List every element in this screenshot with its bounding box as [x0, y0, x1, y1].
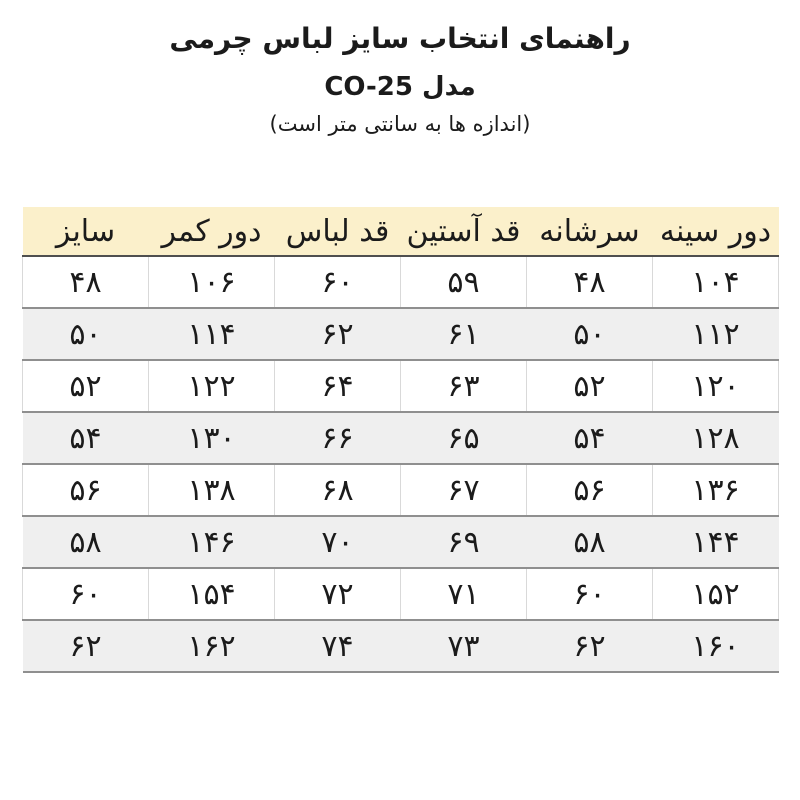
table-row: [23, 516, 779, 568]
table-cell: ۱۶۲: [149, 620, 275, 672]
model-subtitle: مدل CO-25: [324, 72, 476, 102]
table-cell: ۵۸: [23, 516, 149, 568]
table-cell: ۱۲۸: [653, 412, 779, 464]
table-cell: ۵۸: [527, 516, 653, 568]
table-cell: ۱۳۸: [149, 464, 275, 516]
table-cell: ۱۳۶: [653, 464, 779, 516]
header-row: [23, 207, 779, 256]
table-cell: ۱۰۶: [149, 256, 275, 308]
table-row: [23, 412, 779, 464]
table-cell: ۵۴: [23, 412, 149, 464]
table-cell: ۶۲: [23, 620, 149, 672]
table-cell: ۱۵۲: [653, 568, 779, 620]
table-cell: ۵۹: [401, 256, 527, 308]
table-cell: ۵۰: [527, 308, 653, 360]
table-cell: ۶۲: [275, 308, 401, 360]
table-cell: ۷۱: [401, 568, 527, 620]
table-cell: ۱۱۴: [149, 308, 275, 360]
table-cell: ۵۰: [23, 308, 149, 360]
table-cell: ۶۰: [527, 568, 653, 620]
table-row: [23, 308, 779, 360]
table-cell: ۱۵۴: [149, 568, 275, 620]
table-cell: ۷۳: [401, 620, 527, 672]
table-cell: ۴۸: [527, 256, 653, 308]
table-cell: ۶۹: [401, 516, 527, 568]
table-cell: ۶۰: [23, 568, 149, 620]
column-header: دور سینه: [653, 207, 779, 256]
table-row: [23, 360, 779, 412]
table-row: [23, 464, 779, 516]
table-cell: ۷۰: [275, 516, 401, 568]
table-cell: ۱۳۰: [149, 412, 275, 464]
table-cell: ۵۲: [23, 360, 149, 412]
table-cell: ۵۶: [527, 464, 653, 516]
column-header: قد لباس: [275, 207, 401, 256]
table-cell: ۷۴: [275, 620, 401, 672]
table-cell: ۶۲: [527, 620, 653, 672]
table-cell: ۱۱۲: [653, 308, 779, 360]
column-header: سایز: [23, 207, 149, 256]
table-cell: ۶۸: [275, 464, 401, 516]
page-title: راهنمای انتخاب سایز لباس چرمی: [169, 22, 631, 55]
table-row: [23, 620, 779, 672]
size-chart-table: [22, 207, 779, 673]
table-cell: ۶۳: [401, 360, 527, 412]
table-cell: ۴۸: [23, 256, 149, 308]
table-cell: ۶۰: [275, 256, 401, 308]
table-cell: ۱۶۰: [653, 620, 779, 672]
table-row: [23, 568, 779, 620]
table-header: [23, 207, 779, 256]
column-header: سرشانه: [527, 207, 653, 256]
table-cell: ۱۰۴: [653, 256, 779, 308]
table-cell: ۱۲۲: [149, 360, 275, 412]
table-row: [23, 256, 779, 308]
table-cell: ۵۴: [527, 412, 653, 464]
table-cell: ۱۲۰: [653, 360, 779, 412]
table-cell: ۶۷: [401, 464, 527, 516]
table-cell: ۵۲: [527, 360, 653, 412]
table-cell: ۶۵: [401, 412, 527, 464]
column-header: دور کمر: [149, 207, 275, 256]
table-cell: ۷۲: [275, 568, 401, 620]
table-cell: ۱۴۴: [653, 516, 779, 568]
table-cell: ۶۶: [275, 412, 401, 464]
units-note: (اندازه ها به سانتی متر است): [269, 112, 531, 136]
table-cell: ۵۶: [23, 464, 149, 516]
table-cell: ۱۴۶: [149, 516, 275, 568]
column-header: قد آستین: [401, 207, 527, 256]
table-body: [23, 256, 779, 672]
table-cell: ۶۱: [401, 308, 527, 360]
table-cell: ۶۴: [275, 360, 401, 412]
